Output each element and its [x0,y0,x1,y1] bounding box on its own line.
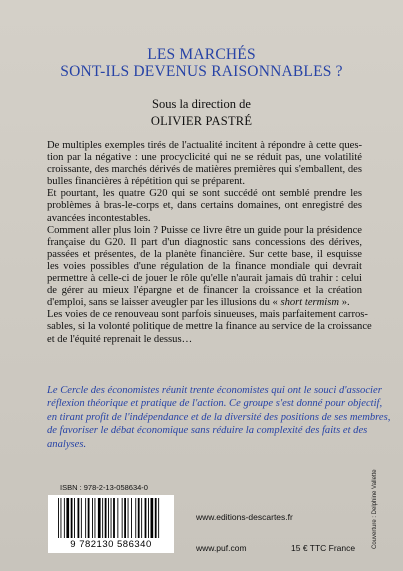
barcode-bar [78,498,80,538]
blurb-line: bulles financières à répétition qui se préparent. [47,176,245,188]
barcode-bar [158,498,159,538]
blurb-line: d'emploi, sans se laisser aveugler par les illusions du « [47,297,278,309]
barcode-bar [98,498,101,538]
blurb-line: les voies possibles d'une régulation de la finance mondiale qui devrait [47,260,362,272]
barcode-bar [128,498,129,538]
barcode-bar [135,498,136,538]
barcode-digits: 9 782130 586340 [70,539,152,550]
barcode [48,495,174,553]
cercle-line: analyses. [47,438,87,450]
book-title-line-2: SONT-ILS DEVENUS RAISONNABLES ? [60,63,343,80]
blurb-line: et de l'équité reprenait le dessus… [47,333,193,345]
barcode-bar [145,498,147,538]
cercle-line: de favoriser le débat économique sans réduire la complexité des faits et des [47,425,368,437]
barcode-bar [148,498,149,538]
barcode-bar [88,498,90,538]
barcode-bar [81,498,82,538]
barcode-bar [92,498,93,538]
barcode-bar [71,498,73,538]
isbn: ISBN : 978-2-13-058634-0 [60,483,148,492]
barcode-bar [85,498,86,538]
price: 15 € TTC France [291,543,356,553]
blurb-line: française du G20. Il part d'un diagnostic sans concessions des dérives, [47,236,362,248]
cercle-line: en tirant profit de l'indépendance et de la diversité des positions de ses membres, [47,411,391,423]
barcode-bar [113,498,115,538]
blurb-line-end: ». [341,297,350,309]
barcode-bar [108,498,109,538]
blurb-line: tion par la négative : une procyclicité qui ne se réduit pas, une volatilité [47,152,362,164]
cercle-line: Le Cercle des économistes réunit trente économistes qui ont le souci d'associer [47,385,382,396]
barcode-bar [102,498,103,538]
barcode-bar [122,498,123,538]
blurb-line: Comment aller plus loin ? Puisse ce livre être un guide pour la présidence [47,224,362,236]
cercle-description [47,384,391,451]
publisher-website-descartes[interactable]: www.editions-descartes.fr [196,512,293,522]
barcode-bar [131,498,132,538]
barcode-bar [124,498,126,538]
blurb-line: Et pourtant, les quatre G20 qui se sont succédé ont semblé prendre les [47,188,362,200]
barcode-bar [105,498,107,538]
barcode-bar [138,498,140,538]
publisher-website-puf[interactable]: www.puf.com [196,543,247,553]
barcode-bar [141,498,142,538]
blurb-line: sables, si la volonté politique de mettre la finance au service de la croissance [47,321,372,333]
barcode-bar [58,498,59,538]
barcode-bars-icon [58,498,164,540]
cover-credit: Couverture : Delphine Vallette [372,469,378,549]
cercle-line: réflexion théorique et pratique de l'action. Ce groupe s'est donné pour objectif, [47,398,383,410]
blurb-line: passées et présentes, de la planète financière. Sur cette base, il esquisse [47,248,362,260]
blurb-line: De multiples exemples tirés de l'actualité incitent à répondre à cette ques- [47,140,362,151]
barcode-bar [117,498,118,538]
blurb-line: de gérer au mieux l'épargne et de financer la croissance et la création [47,285,362,297]
barcode-bar [74,498,75,538]
editor-name: OLIVIER PASTRÉ [150,114,253,128]
blurb-line: permettre à celle-ci de jouer le rôle qu'elle n'aurait jamais dû trahir : celui [47,273,362,285]
blurb [47,140,372,346]
short-termism-emphasis: short termism [277,297,342,309]
barcode-bar [95,498,96,538]
barcode-bar [111,498,112,538]
blurb-line-with-emphasis [47,297,362,309]
barcode-bar [66,498,69,538]
blurb-line: problèmes à bras-le-corps et, dans certains domaines, ont enregistré des [47,200,362,212]
blurb-line: Les voies de ce renouveau sont parfois sinueuses, mais parfaitement carros- [47,309,368,321]
barcode-bar [61,498,62,538]
barcode-bar [151,498,154,538]
barcode-bar [64,498,65,538]
blurb-line: croissante, des marchés dérivés de matières premières qui s'emballent, des [47,164,362,176]
blurb-line: avancées incontestables. [47,212,151,224]
editor-intro: Sous la direction de [152,97,251,111]
barcode-bar [155,498,157,538]
book-title-line-1: LES MARCHÉS [147,46,256,63]
